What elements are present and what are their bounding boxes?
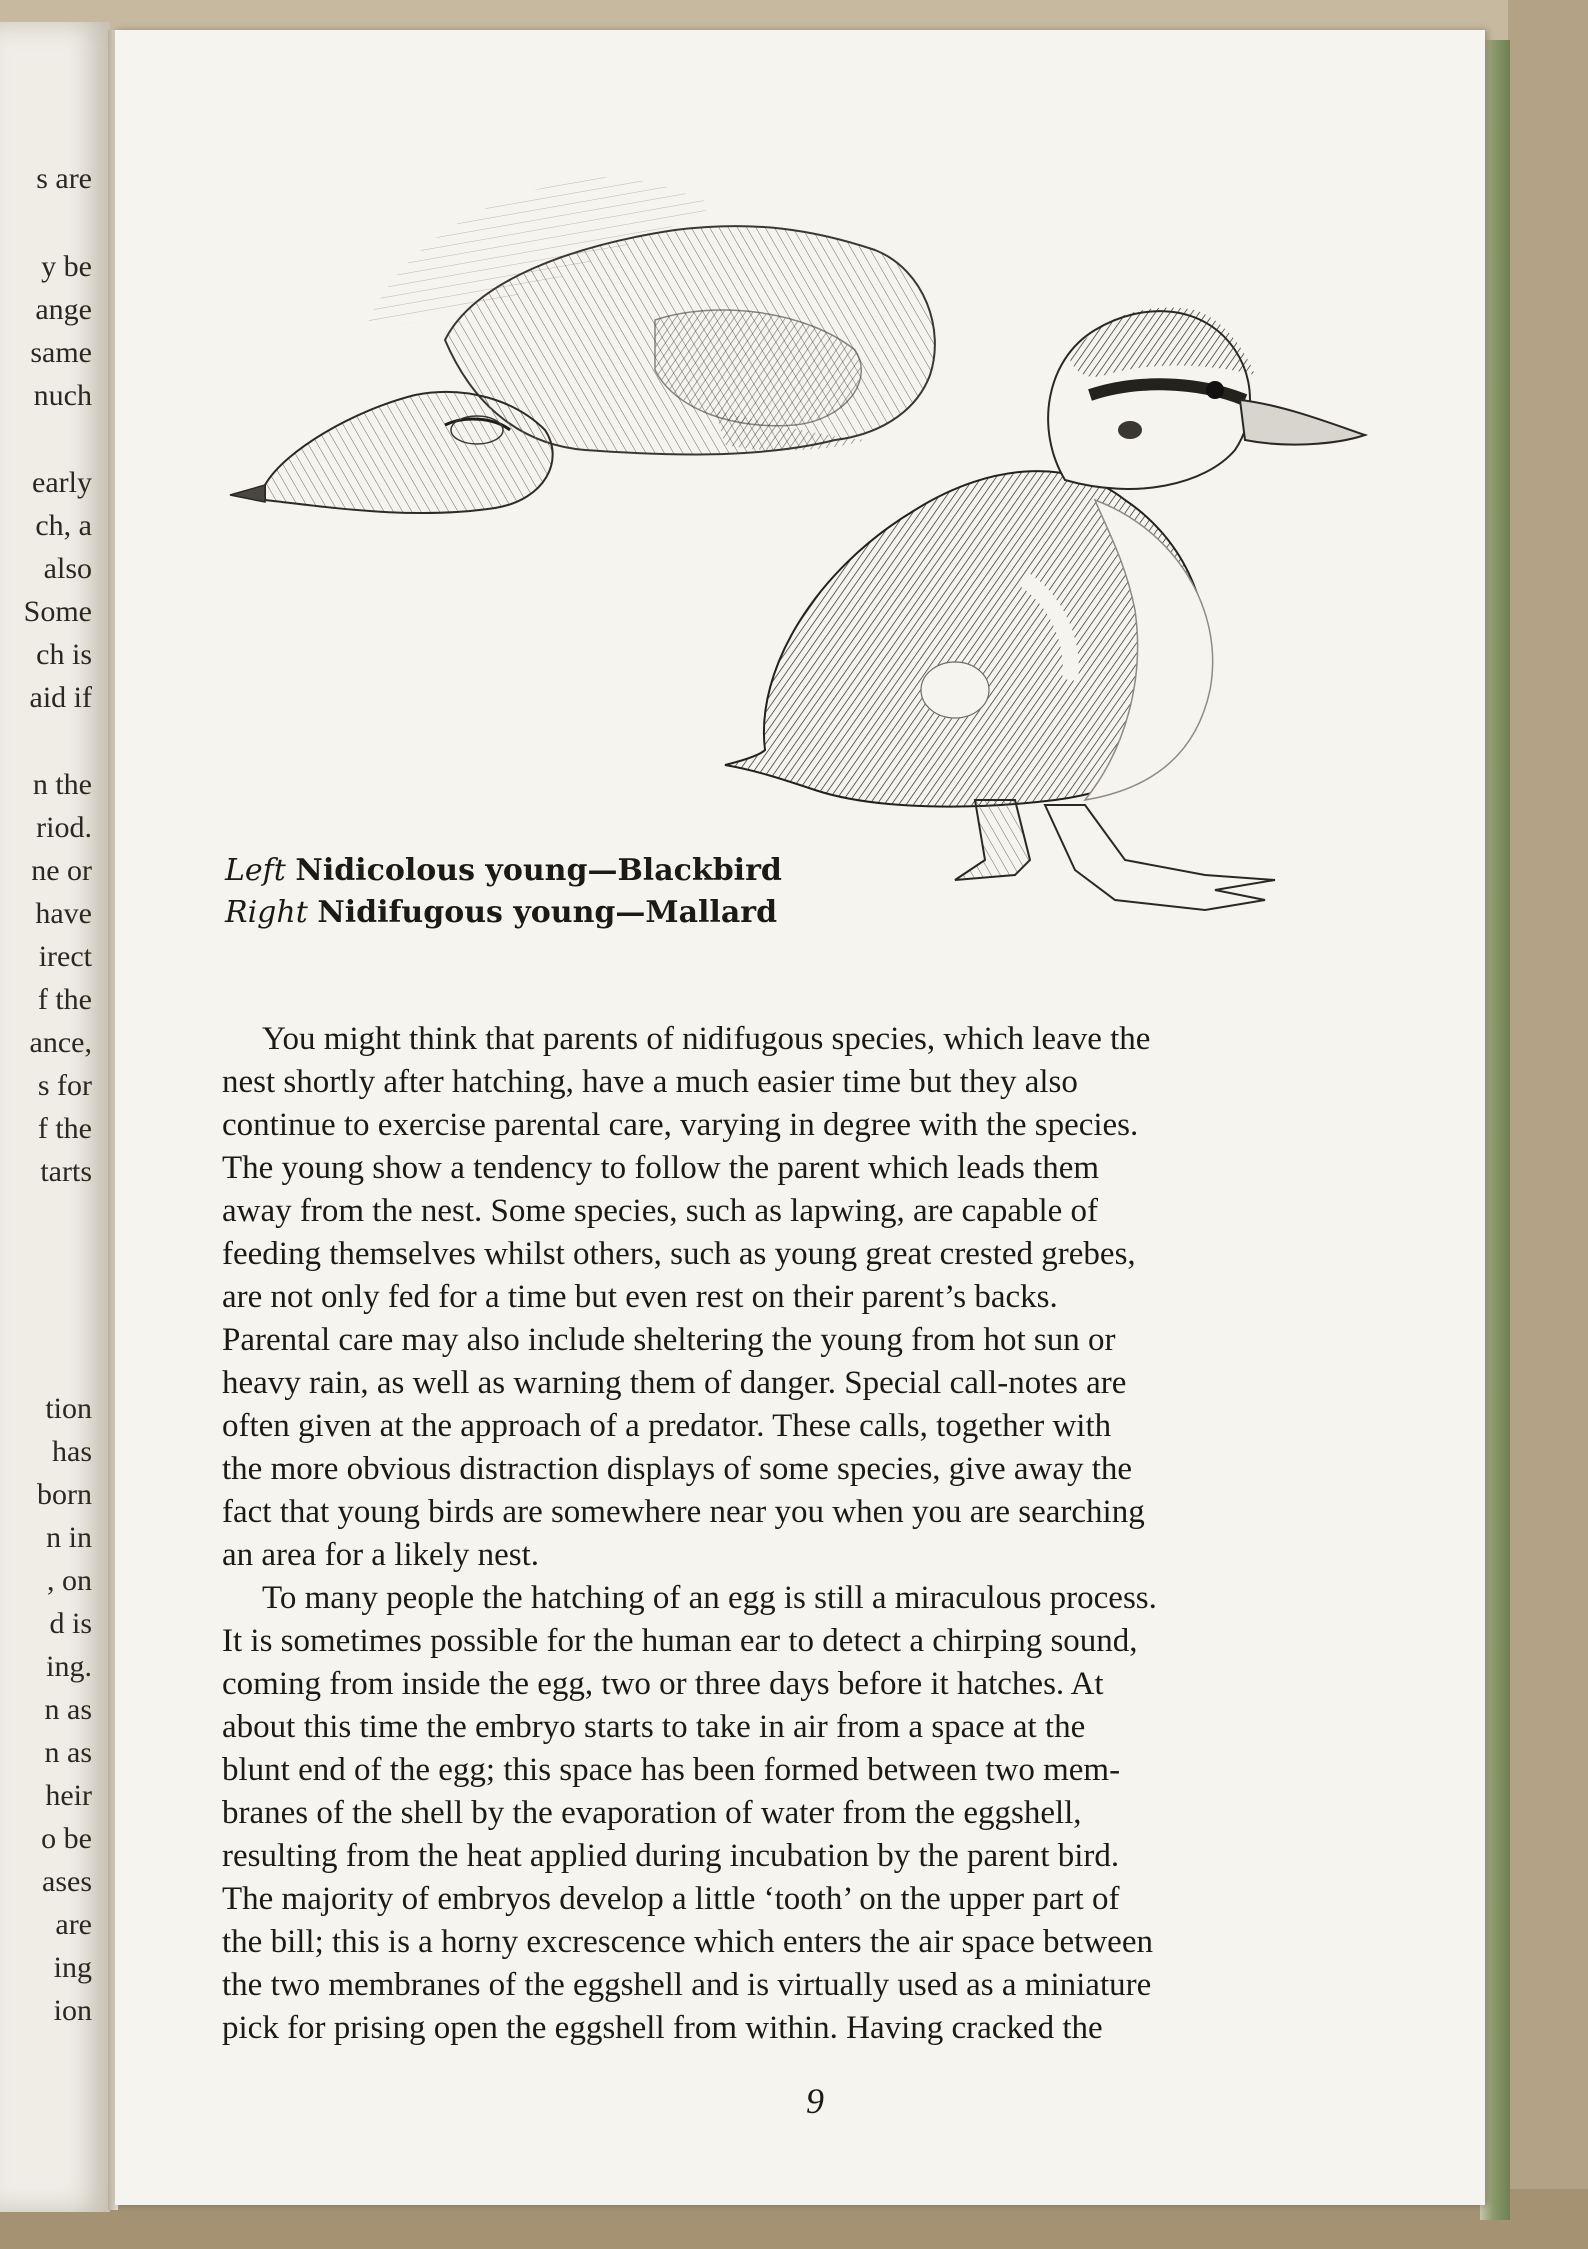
text-line: often given at the approach of a predator. These calls, together with: [222, 1408, 1112, 1444]
caption-right-label: Right: [225, 895, 308, 930]
body-text: [222, 1018, 1522, 2050]
text-line: feeding themselves whilst others, such as young great crested grebes,: [222, 1236, 1136, 1272]
left-page-line: nuch: [33, 379, 92, 412]
page-number: 9: [806, 2081, 824, 2121]
left-page-line: has: [52, 1435, 92, 1468]
left-page-line: d is: [49, 1607, 92, 1640]
text-line: fact that young birds are somewhere near you when you are searching: [222, 1494, 1145, 1530]
blackbird-nestling-drawing: [230, 177, 935, 513]
text-line: resulting from the heat applied during incubation by the parent bird.: [222, 1838, 1120, 1874]
left-page-line: ne or: [31, 854, 92, 887]
text-line: the more obvious distraction displays of some species, give away the: [222, 1451, 1133, 1487]
left-page-line: ing.: [46, 1650, 92, 1683]
text-line: heavy rain, as well as warning them of danger. Special call-notes are: [222, 1365, 1127, 1401]
bird-illustration: [115, 30, 1485, 950]
book-page: [115, 30, 1485, 2205]
text-line: about this time the embryo starts to take in air from a space at the: [222, 1709, 1086, 1745]
left-page-line: ion: [53, 1994, 92, 2027]
left-page-line: are: [55, 1908, 92, 1941]
text-line: the bill; this is a horny excrescence which enters the air space between: [222, 1924, 1153, 1960]
left-page-line: n as: [44, 1693, 92, 1726]
caption-left: [225, 850, 945, 892]
text-line: the two membranes of the eggshell and is virtually used as a miniature: [222, 1967, 1152, 2003]
text-line: blunt end of the egg; this space has been formed between two mem-: [222, 1752, 1121, 1788]
text-line: coming from inside the egg, two or three days before it hatches. At: [222, 1666, 1104, 1702]
text-line: nest shortly after hatching, have a much easier time but they also: [222, 1064, 1078, 1100]
left-page-line: ing: [53, 1951, 92, 1984]
left-page-line: have: [35, 897, 92, 930]
left-page-line: n as: [44, 1736, 92, 1769]
text-line: away from the nest. Some species, such as lapwing, are capable of: [222, 1193, 1099, 1229]
text-line: continue to exercise parental care, varying in degree with the species.: [222, 1107, 1139, 1143]
left-page-line: f the: [37, 1112, 92, 1145]
left-page-line: born: [37, 1478, 92, 1511]
left-page-line: , on: [47, 1564, 92, 1597]
left-page-line: ch is: [36, 638, 92, 671]
figure-caption: [225, 850, 945, 934]
text-line: You might think that parents of nidifugous species, which leave the: [262, 1021, 1151, 1057]
caption-right-text: Nidifugous young—Mallard: [317, 895, 778, 930]
text-line: To many people the hatching of an egg is still a miraculous process.: [262, 1580, 1157, 1616]
left-page-line: Some: [23, 595, 92, 628]
left-page-line: also: [43, 552, 92, 585]
left-page-line: ance,: [29, 1026, 92, 1059]
left-page-line: ch, a: [35, 509, 92, 542]
caption-left-text: Nidicolous young—Blackbird: [295, 853, 782, 888]
left-page-line: f the: [37, 983, 92, 1016]
text-line: The young show a tendency to follow the parent which leads them: [222, 1150, 1100, 1186]
text-line: Parental care may also include sheltering the young from hot sun or: [222, 1322, 1116, 1358]
left-page-line: s are: [36, 162, 92, 195]
text-line: It is sometimes possible for the human ear to detect a chirping sound,: [222, 1623, 1138, 1659]
left-page-line: o be: [41, 1822, 92, 1855]
text-line: The majority of embryos develop a little ‘tooth’ on the upper part of: [222, 1881, 1120, 1917]
text-line: are not only fed for a time but even rest on their parent’s backs.: [222, 1279, 1058, 1315]
left-page-line: tion: [45, 1392, 92, 1425]
left-page-line: irect: [38, 940, 92, 973]
caption-left-label: Left: [225, 853, 286, 888]
text-line: pick for prising open the eggshell from within. Having cracked the: [222, 2010, 1103, 2046]
left-page-line: s for: [37, 1069, 92, 1102]
left-page-line: ases: [42, 1865, 92, 1898]
left-page-line: n the: [32, 768, 92, 801]
left-page-line: n in: [46, 1521, 92, 1554]
text-line: branes of the shell by the evaporation of water from the eggshell,: [222, 1795, 1082, 1831]
left-page-line: riod.: [36, 811, 92, 844]
left-page-line: tarts: [40, 1155, 92, 1188]
text-line: an area for a likely nest.: [222, 1537, 540, 1573]
left-page-line: heir: [45, 1779, 92, 1812]
caption-right: [225, 892, 945, 934]
left-page-line: early: [32, 466, 92, 499]
left-page-line: y be: [41, 250, 92, 283]
left-facing-page: [0, 22, 110, 2212]
left-page-line: aid if: [29, 681, 92, 714]
left-page-line: same: [30, 336, 92, 369]
left-page-line: ange: [35, 293, 92, 326]
